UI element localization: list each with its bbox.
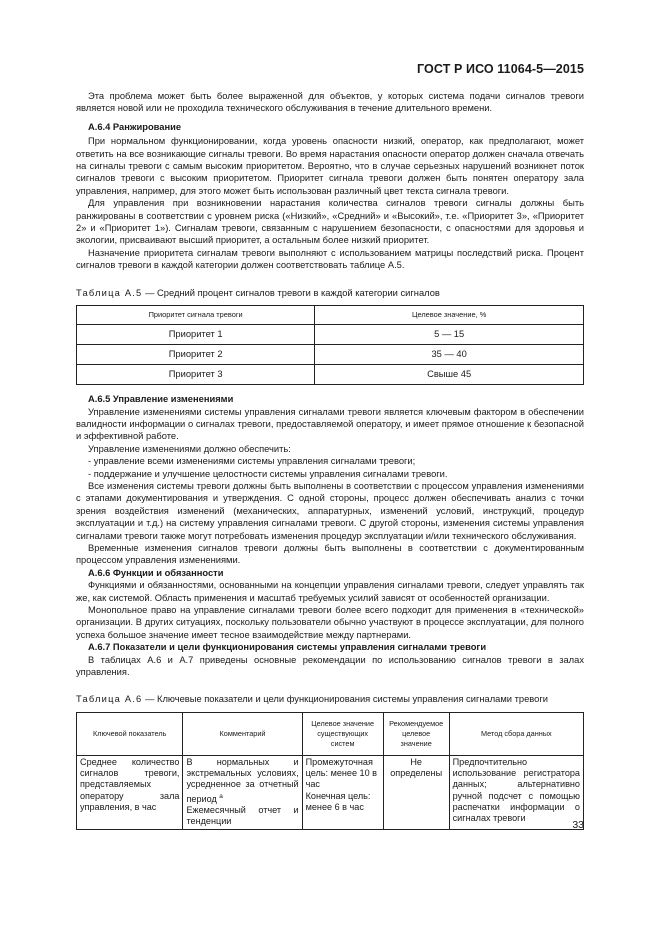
comment-text: В нормальных и экстремальных условиях, усредненное за отчетный период bbox=[186, 756, 299, 804]
existing-target-interim: Промежуточная цель: менее 10 в час bbox=[305, 756, 378, 790]
paragraph: Временные изменения сигналов тревоги должны быть выполнены в соответствии с документированным процессом управления изменениями. bbox=[76, 542, 584, 566]
section-heading-a65: А.6.5 Управление изменениями bbox=[88, 394, 234, 405]
table-a5 bbox=[76, 305, 584, 385]
paragraph: Управление изменениями должно обеспечить: bbox=[88, 443, 291, 454]
table-header-cell: Целевое значение существующих систем bbox=[302, 712, 383, 755]
existing-target-final: Конечная цель: менее 6 в час bbox=[305, 790, 371, 813]
table-cell: 5 — 15 bbox=[315, 325, 584, 345]
table-row bbox=[77, 345, 584, 365]
document-header: ГОСТ Р ИСО 11064-5—2015 bbox=[417, 62, 584, 76]
table-caption-text: — Ключевые показатели и цели функционирования системы управления сигналами тревоги bbox=[142, 694, 548, 705]
table-caption-prefix: Таблица А.6 bbox=[76, 694, 143, 705]
paragraph: Управление изменениями системы управления сигналами тревоги является ключевым фактором в обеспечении валидности информации о сигналах тревоги, предоставляемой оператору, и имеет прямое отношение к безопасной и эффективной работе. bbox=[76, 406, 584, 442]
table-header-cell: Комментарий bbox=[183, 712, 302, 755]
table-header-row bbox=[77, 712, 584, 755]
section-heading-a66: А.6.6 Функции и обязанности bbox=[88, 567, 224, 578]
table-caption-text: — Средний процент сигналов тревоги в каждой категории сигналов bbox=[142, 287, 440, 298]
table-cell bbox=[302, 755, 383, 829]
paragraph: При нормальном функционировании, когда уровень опасности низкий, оператор, как предполагают, может ответить на все возникающие сигналы тревоги. Во время нарастания опасности оператор должен сначала отвечать на сигналы тревоги с самым высоким приоритетом. Вероятно, что в случае серьезных нарушений возникнет поток сигналов тревоги с высоким приоритетом. Приоритет сигнала тревоги должен быть понятен оператору зала управления, например, для этого может быть использован различный цвет текста сигнала тревоги. bbox=[76, 136, 584, 196]
intro-paragraph: Эта проблема может быть более выраженной для объектов, у которых система подачи сигналов тревоги является новой или не проходила технического обслуживания в течение длительного времени. bbox=[76, 91, 584, 114]
section-heading-a64: А.6.4 Ранжирование bbox=[88, 121, 182, 132]
table-row bbox=[77, 755, 584, 829]
paragraph: Для управления при возникновении нарастания количества сигналов тревоги сигналы должны быть ранжированы в соответствии с уровнем риска («Низкий», «Средний» и «Высокий», т.е. «Приоритет 3», «Приоритет 2» и «Приоритет 1»). Сигналам тревоги, связанным с нарушением безопасности, с опасностями для здоровья и экологии, присваивают высший приоритет, а остальным более низкий приоритет. bbox=[76, 198, 584, 246]
table-cell: Среднее количество сигналов тревоги, представляемых оператору зала управления, в час bbox=[77, 755, 183, 829]
table-cell: Предпочтительно использование регистратора данных; альтернативно ручной подсчет с помощью распечатки информации о сигналах тревоги bbox=[449, 755, 583, 829]
paragraph: Монопольное право на управление сигналами тревоги более всего подходит для применения в «технической» организации. В других ситуациях, поскольку пользователи обычно участвуют в процессе эксплуатации, для полного успеха большое значение имеет тесное взаимодействие между партнерами. bbox=[76, 605, 584, 640]
list-item: - поддержание и улучшение целостности системы управления сигналами тревоги. bbox=[88, 468, 448, 479]
table-cell: Свыше 45 bbox=[315, 365, 584, 385]
table-cell bbox=[183, 755, 302, 829]
table-header-cell: Целевое значение, % bbox=[315, 306, 584, 325]
table-cell: Приоритет 2 bbox=[77, 345, 315, 365]
section-heading-a67: А.6.7 Показатели и цели функционирования системы управления сигналами тревоги bbox=[88, 642, 487, 653]
footnote-marker: а bbox=[219, 792, 223, 800]
paragraph: Все изменения системы тревоги должны быть выполнены в соответствии с процессом управления изменениями с этапами документирования и утверждения. С одной стороны, процесс должен обеспечивать анализ с точки зрения воздействия изменений (механических, аппаратурных, изменений условий, инструкций, процедур эксплуатации и т.д.) на систему управления сигналами тревоги. С другой стороны, изменения системы управления сигналами тревоги также могут потребовать изменения процедур эксплуатации и/или технического обслуживания. bbox=[76, 480, 584, 541]
table-a6-caption bbox=[76, 693, 584, 705]
table-header-cell: Рекомендуемое целевое значение bbox=[383, 712, 449, 755]
page-content bbox=[76, 90, 584, 830]
table-row bbox=[77, 325, 584, 345]
table-row bbox=[77, 365, 584, 385]
table-header-cell: Приоритет сигнала тревоги bbox=[77, 306, 315, 325]
page-number: 33 bbox=[572, 819, 584, 831]
table-a5-caption bbox=[76, 287, 584, 299]
table-cell: Приоритет 1 bbox=[77, 325, 315, 345]
table-caption-prefix: Таблица А.5 bbox=[76, 287, 143, 298]
list-item: - управление всеми изменениями системы управления сигналами тревоги; bbox=[88, 456, 416, 467]
table-cell: Приоритет 3 bbox=[77, 365, 315, 385]
table-header-cell: Метод сбора данных bbox=[449, 712, 583, 755]
comment-text: Ежемесячный отчет и тенденции bbox=[186, 805, 299, 827]
paragraph: В таблицах А.6 и А.7 приведены основные рекомендации по использованию сигналов тревоги в залах управления. bbox=[76, 654, 584, 678]
table-cell: Не определены bbox=[383, 755, 449, 829]
table-header-cell: Ключевой показатель bbox=[77, 712, 183, 755]
table-a6 bbox=[76, 712, 584, 830]
paragraph: Назначение приоритета сигналам тревоги выполняют с использованием матрицы последствий риска. Процент сигналов тревоги в каждой категории должен соответствовать таблице А.5. bbox=[76, 247, 584, 271]
table-cell: 35 — 40 bbox=[315, 345, 584, 365]
paragraph: Функциями и обязанностями, основанными на концепции управления сигналами тревоги, следует управлять так же, как системой. Область применения и масштаб требуемых усилий зависят от особенностей организации. bbox=[76, 580, 584, 603]
table-header-row bbox=[77, 306, 584, 325]
